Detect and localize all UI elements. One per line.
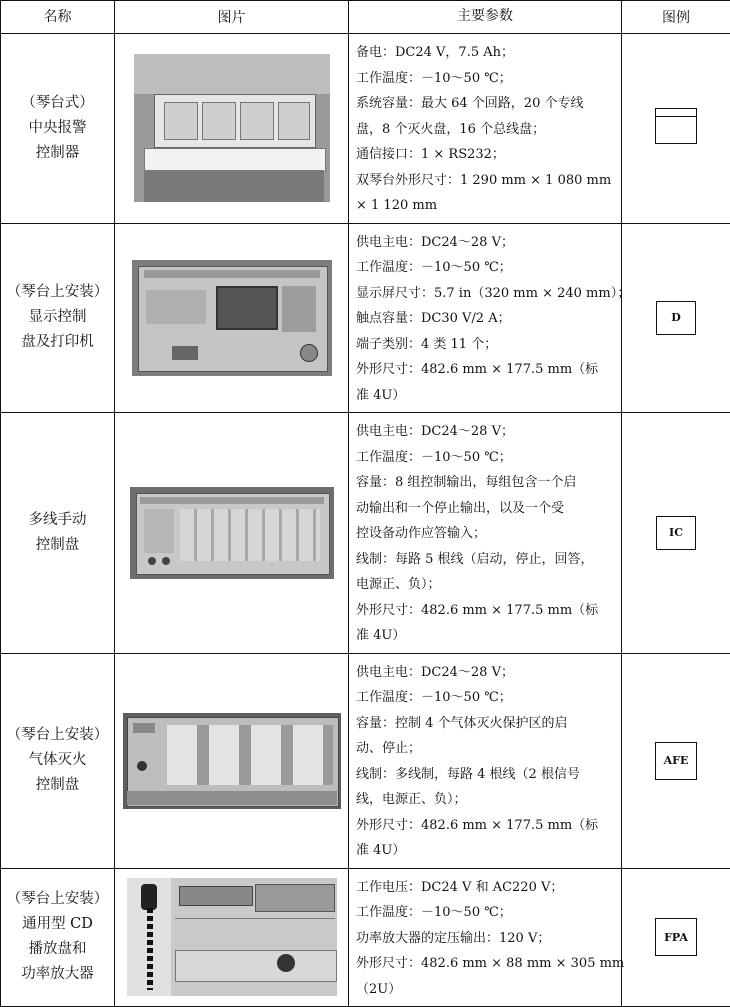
device-name bbox=[1, 413, 115, 654]
param-line: 供电主电：DC24～28 V； bbox=[356, 419, 615, 445]
name-line: （琴台上安装） bbox=[1, 887, 114, 912]
device-photo-cell bbox=[115, 868, 349, 1007]
param-line: 准 4U） bbox=[356, 838, 615, 864]
legend-cell bbox=[622, 413, 730, 654]
legend-cell bbox=[622, 868, 730, 1007]
legend-cell bbox=[622, 34, 730, 224]
name-line: （琴台上安装） bbox=[1, 280, 114, 305]
param-line: 容量：8 组控制输出，每组包含一个启 bbox=[356, 470, 615, 496]
device-params bbox=[349, 868, 622, 1007]
param-line: 外形尺寸：482.6 mm × 177.5 mm（标 bbox=[356, 598, 615, 624]
name-line: 播放盘和 bbox=[1, 937, 114, 962]
device-photo-cell bbox=[115, 34, 349, 224]
param-line: 动、停止； bbox=[356, 736, 615, 762]
param-line: 通信接口：1 × RS232； bbox=[356, 142, 615, 168]
param-line: 准 4U） bbox=[356, 623, 615, 649]
cd-player-amplifier-photo bbox=[127, 878, 337, 996]
param-line: 端子类别：4 类 11 个； bbox=[356, 332, 615, 358]
manual-control-symbol: IC bbox=[656, 516, 696, 550]
param-line: 供电主电：DC24～28 V； bbox=[356, 230, 615, 256]
param-line: 系统容量：最大 64 个回路，20 个专线 bbox=[356, 91, 615, 117]
param-line: 显示屏尺寸：5.7 in（320 mm × 240 mm）； bbox=[356, 281, 615, 307]
header-legend: 图例 bbox=[622, 1, 730, 34]
name-line: 功率放大器 bbox=[1, 962, 114, 987]
param-line: 工作温度：－10～50 ℃； bbox=[356, 66, 615, 92]
table-header-row bbox=[1, 1, 730, 34]
gas-extinguishing-panel-photo bbox=[123, 713, 341, 809]
param-line: 工作温度：－10～50 ℃； bbox=[356, 685, 615, 711]
device-name bbox=[1, 223, 115, 413]
legend-cell bbox=[622, 653, 730, 868]
param-line: 线制：多线制，每路 4 根线（2 根信号 bbox=[356, 762, 615, 788]
param-line: 线制：每路 5 根线（启动，停止，回答， bbox=[356, 547, 615, 573]
console-symbol bbox=[655, 108, 697, 144]
name-line: 中央报警 bbox=[1, 116, 114, 141]
param-line: 供电主电：DC24～28 V； bbox=[356, 660, 615, 686]
param-line: 工作电压：DC24 V 和 AC220 V； bbox=[356, 875, 615, 901]
header-params: 主要参数 bbox=[349, 1, 622, 34]
param-line: 双琴台外形尺寸：1 290 mm × 1 080 mm bbox=[356, 168, 615, 194]
param-line: 外形尺寸：482.6 mm × 88 mm × 305 mm bbox=[356, 951, 615, 977]
device-params bbox=[349, 413, 622, 654]
header-name: 名称 bbox=[1, 1, 115, 34]
device-photo-cell bbox=[115, 223, 349, 413]
device-photo-cell bbox=[115, 653, 349, 868]
param-line: 准 4U） bbox=[356, 383, 615, 409]
device-photo-cell bbox=[115, 413, 349, 654]
param-line: 控设备动作应答输入； bbox=[356, 521, 615, 547]
amplifier-symbol: FPA bbox=[655, 918, 697, 956]
gas-extinguishing-symbol: AFE bbox=[655, 742, 697, 780]
device-params bbox=[349, 653, 622, 868]
manual-control-panel-photo bbox=[130, 487, 334, 579]
param-line: 外形尺寸：482.6 mm × 177.5 mm（标 bbox=[356, 357, 615, 383]
name-line: 控制器 bbox=[1, 141, 114, 166]
param-line: 工作温度：－10～50 ℃； bbox=[356, 445, 615, 471]
table-row bbox=[1, 868, 730, 1007]
device-name bbox=[1, 868, 115, 1007]
device-params bbox=[349, 223, 622, 413]
param-line: 线，电源正、负）； bbox=[356, 787, 615, 813]
table-row bbox=[1, 223, 730, 413]
param-line: 盘，8 个灭火盘，16 个总线盘； bbox=[356, 117, 615, 143]
legend-cell bbox=[622, 223, 730, 413]
display-panel-symbol: D bbox=[656, 301, 696, 335]
console-controller-photo bbox=[134, 54, 330, 202]
name-line: 盘及打印机 bbox=[1, 330, 114, 355]
table-row bbox=[1, 413, 730, 654]
display-panel-photo bbox=[132, 260, 332, 376]
param-line: 电源正、负）； bbox=[356, 572, 615, 598]
name-line: （琴台上安装） bbox=[1, 723, 114, 748]
param-line: 备电：DC24 V，7.5 Ah； bbox=[356, 40, 615, 66]
name-line: （琴台式） bbox=[1, 91, 114, 116]
param-line: 动输出和一个停止输出，以及一个受 bbox=[356, 496, 615, 522]
device-params bbox=[349, 34, 622, 224]
name-line: 显示控制 bbox=[1, 305, 114, 330]
name-line: 控制盘 bbox=[1, 773, 114, 798]
param-line: 外形尺寸：482.6 mm × 177.5 mm（标 bbox=[356, 813, 615, 839]
table-row bbox=[1, 34, 730, 224]
header-picture: 图片 bbox=[115, 1, 349, 34]
param-line: 工作温度：－10～50 ℃； bbox=[356, 900, 615, 926]
table-row bbox=[1, 653, 730, 868]
device-name bbox=[1, 653, 115, 868]
name-line: 多线手动 bbox=[1, 508, 114, 533]
param-line: 触点容量：DC30 V/2 A； bbox=[356, 306, 615, 332]
param-line: × 1 120 mm bbox=[356, 193, 615, 219]
param-line: 容量：控制 4 个气体灭火保护区的启 bbox=[356, 711, 615, 737]
device-name bbox=[1, 34, 115, 224]
name-line: 气体灭火 bbox=[1, 748, 114, 773]
param-line: 工作温度：－10～50 ℃； bbox=[356, 255, 615, 281]
name-line: 控制盘 bbox=[1, 533, 114, 558]
param-line: 功率放大器的定压输出：120 V； bbox=[356, 926, 615, 952]
param-line: （2U） bbox=[356, 977, 615, 1003]
name-line: 通用型 CD bbox=[1, 912, 114, 937]
